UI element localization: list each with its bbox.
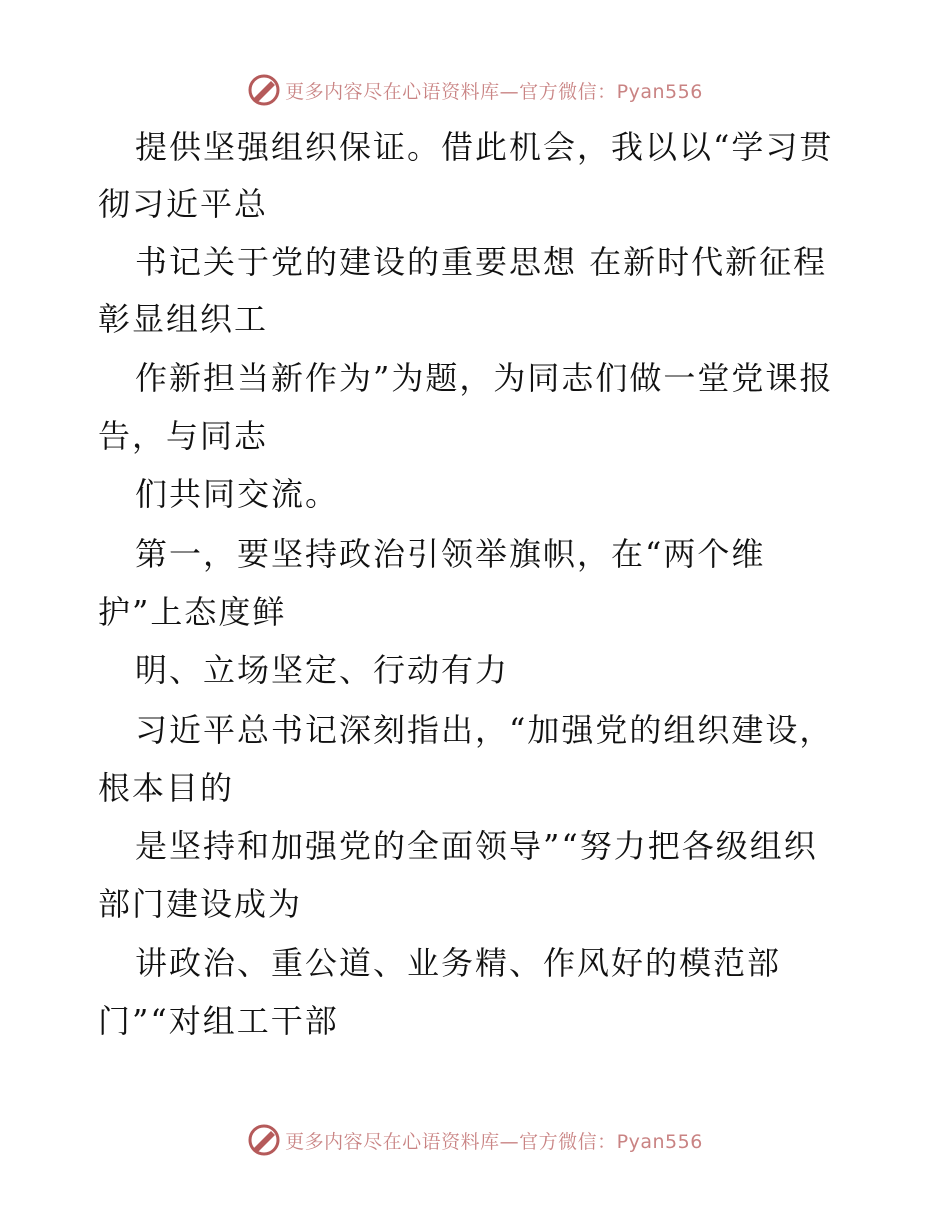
text-line: 彰显组织工 xyxy=(98,300,269,338)
text-line: 提供坚强组织保证。借此机会，我以以“学习贯 xyxy=(135,128,834,166)
text-line: 作新担当新作为”为题，为同志们做一堂党课报 xyxy=(135,359,834,397)
watermark-text: 更多内容尽在心语资料库—官方微信：Pyan556 xyxy=(285,80,703,103)
pen-logo-icon xyxy=(247,1123,281,1157)
text-line: 门”“对组工干部 xyxy=(98,1002,339,1040)
text-line: 明、立场坚定、行动有力 xyxy=(135,651,510,689)
watermark-footer xyxy=(0,1120,950,1160)
text-line: 是坚持和加强党的全面领导”“努力把各级组织 xyxy=(135,827,818,865)
text-line: 告，与同志 xyxy=(98,417,269,455)
text-line: 第一，要坚持政治引领举旗帜，在“两个维 xyxy=(135,535,766,573)
watermark-text: 更多内容尽在心语资料库—官方微信：Pyan556 xyxy=(285,1130,703,1153)
text-line: 彻习近平总 xyxy=(98,185,269,223)
text-line: 习近平总书记深刻指出，“加强党的组织建设， xyxy=(135,711,834,749)
text-line: 书记关于党的建设的重要思想 在新时代新征程 xyxy=(135,243,828,281)
text-line: 部门建设成为 xyxy=(98,885,303,923)
text-line: 护”上态度鲜 xyxy=(98,593,287,631)
text-line: 们共同交流。 xyxy=(135,475,340,513)
text-line: 根本目的 xyxy=(98,769,235,807)
text-line: 讲政治、重公道、业务精、作风好的模范部 xyxy=(135,944,782,982)
